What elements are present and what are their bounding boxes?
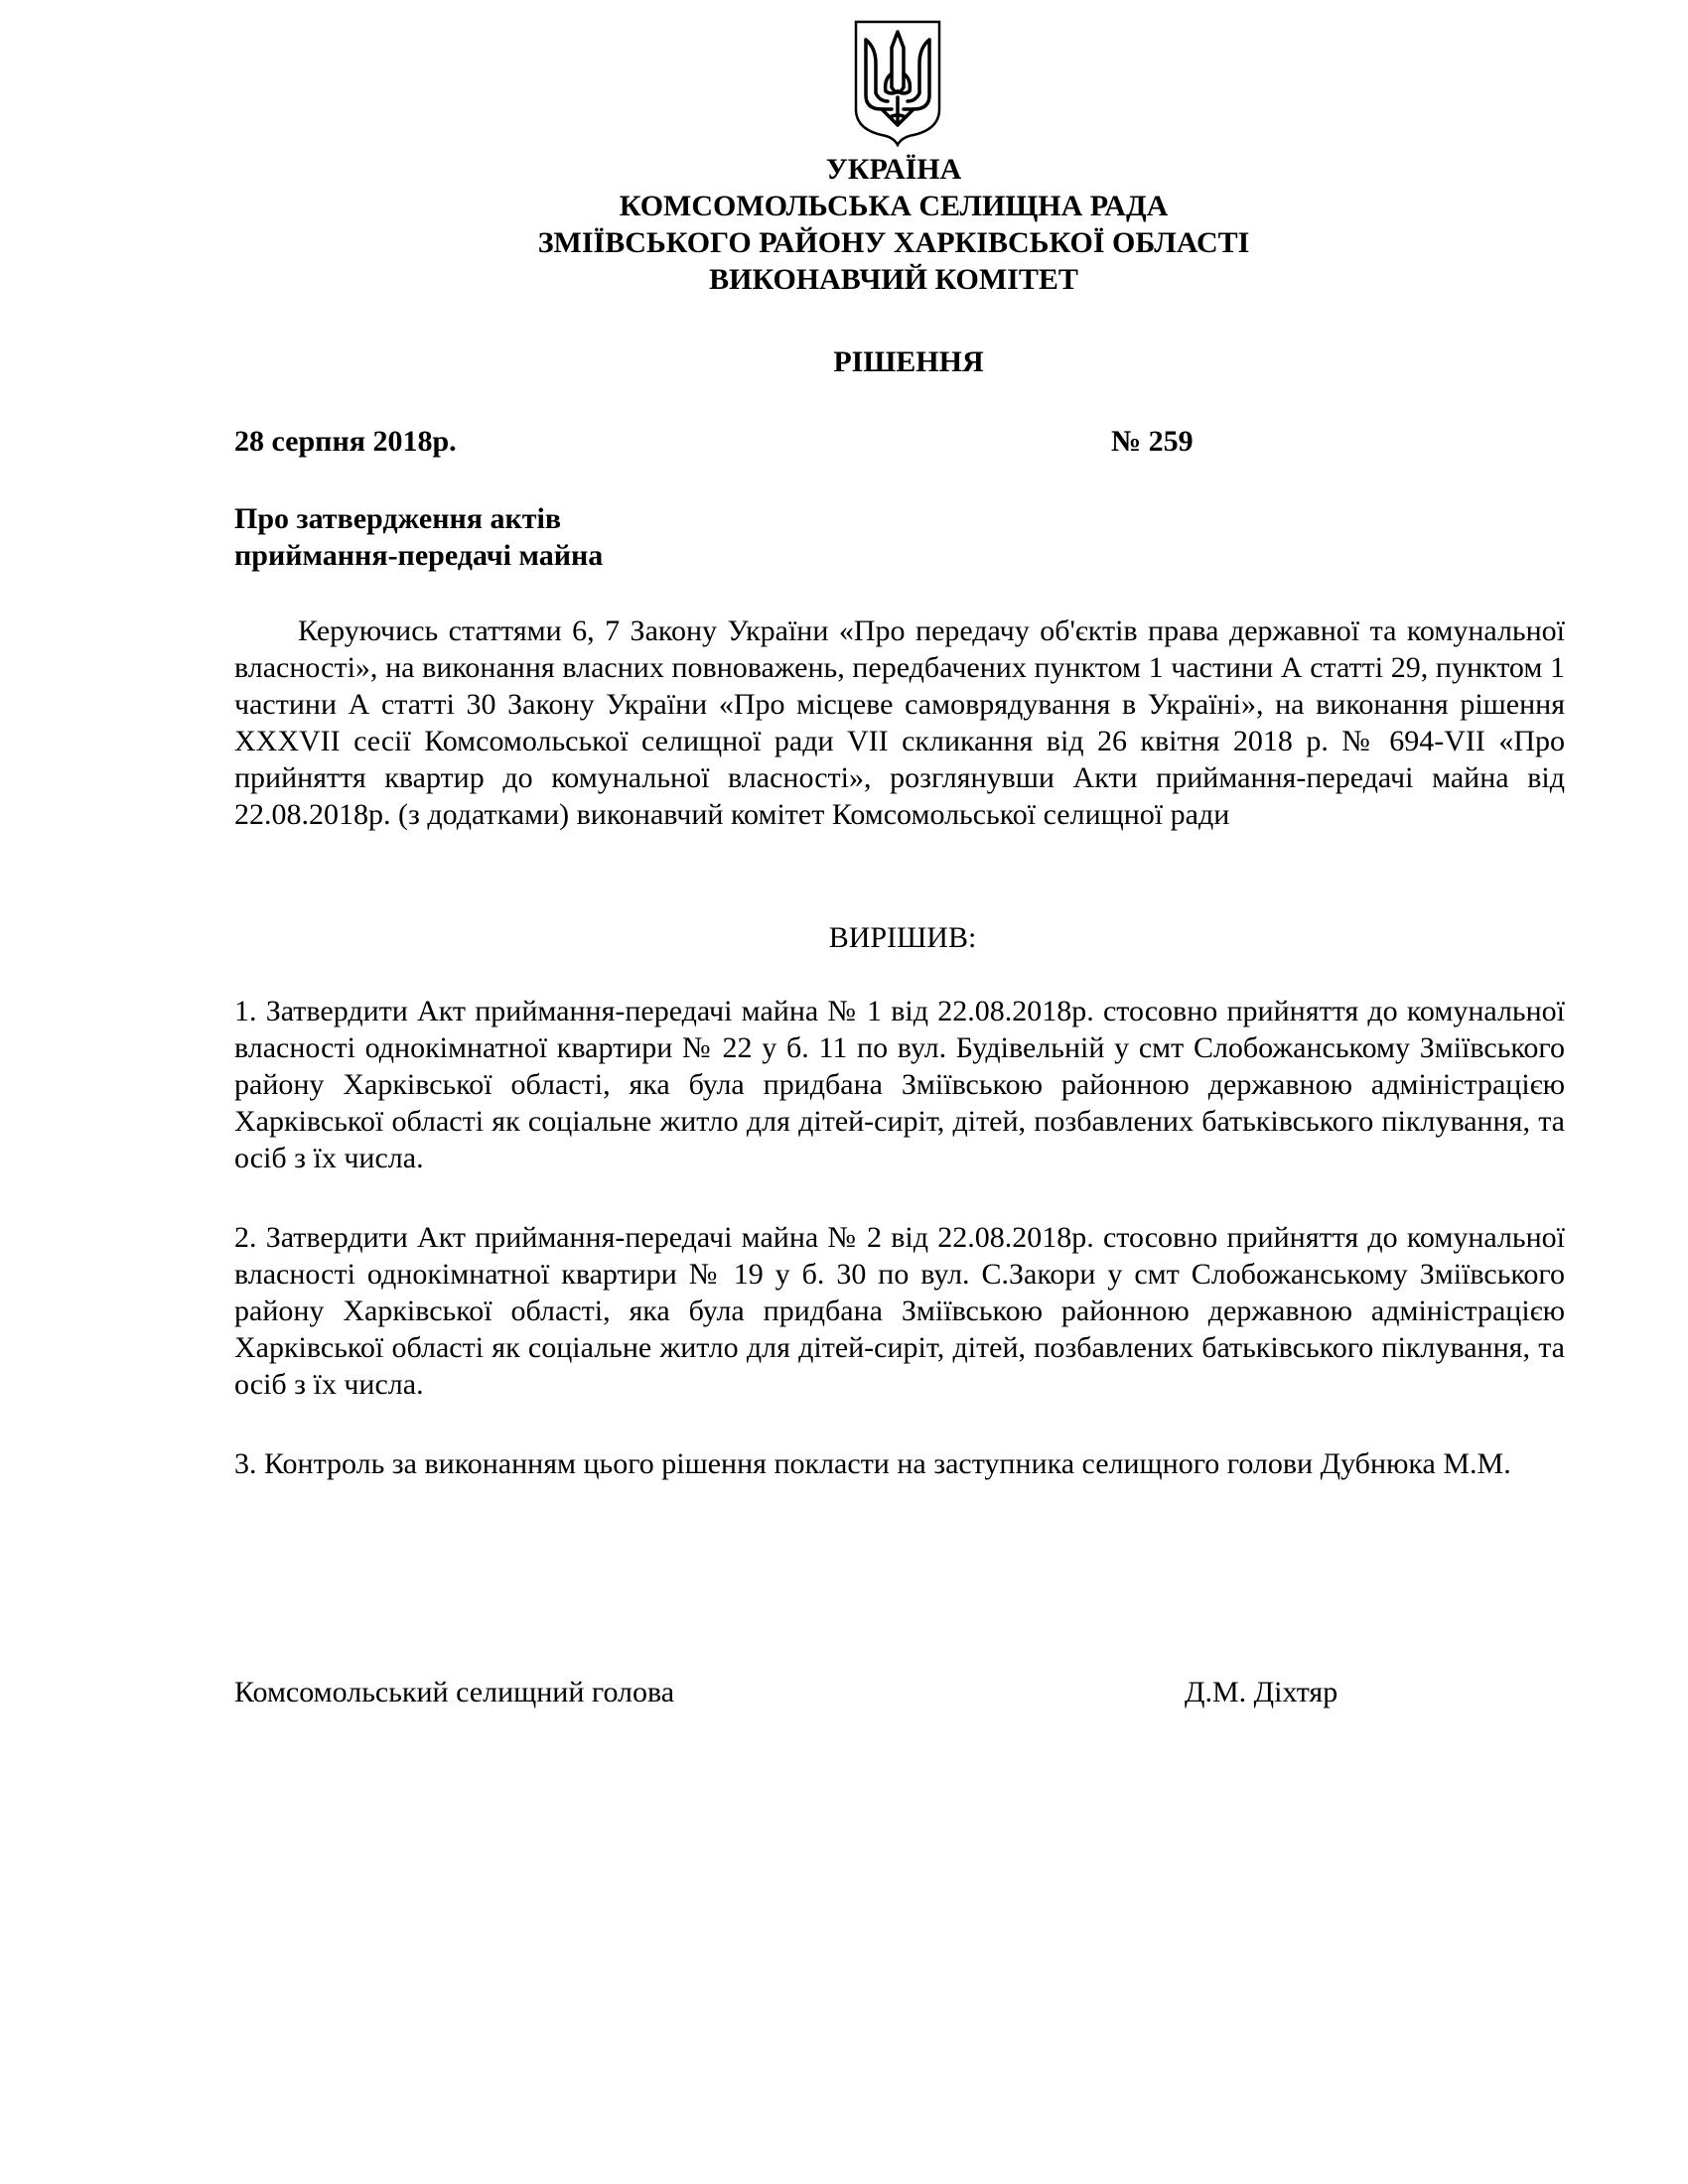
tryzub-coat-of-arms-icon xyxy=(852,18,943,147)
signature-name: Д.М. Діхтяр xyxy=(1185,1676,1338,1708)
header-committee: ВИКОНАВЧИЙ КОМІТЕТ xyxy=(709,263,1078,296)
subject-line-1: Про затвердження актів xyxy=(234,502,562,535)
resolved-heading: ВИРІШИВ: xyxy=(828,921,977,954)
preamble-paragraph: Керуючись статтями 6, 7 Закону України «Про передачу об'єктів права державної та комунальної власності», на виконання власних повноважень, передбачених пунктом 1 частини А статті 29, пунктом 1 частини А статті 30 Закону України «Про місцеве самоврядування в Україні», на виконання рішення XXXVII сесії Комсомольської селищної ради VII скликання від 26 квітня 2018 р. № 694-VII «Про прийняття квартир до комунальної власності», розглянувши Акти приймання-передачі майна від 22.08.2018р. (з додатками) виконавчий комітет Комсомольської селищної ради xyxy=(234,614,1565,831)
resolution-item-3: 3. Контроль за виконанням цього рішення покласти на заступника селищного голови Дубнюка М.М. xyxy=(234,1447,1511,1480)
subject-line-2: приймання-передачі майна xyxy=(234,539,604,572)
header-country: УКРАЇНА xyxy=(825,153,962,186)
header-district: ЗМІЇВСЬКОГО РАЙОНУ ХАРКІВСЬКОЇ ОБЛАСТІ xyxy=(537,226,1250,259)
document-subject xyxy=(234,500,603,574)
document-type-title: РІШЕННЯ xyxy=(833,345,984,378)
signature-title: Комсомольський селищний голова xyxy=(234,1676,675,1708)
header-council: КОМСОМОЛЬСЬКА СЕЛИЩНА РАДА xyxy=(619,190,1169,222)
resolution-item-2: 2. Затвердити Акт приймання-передачі майна № 2 від 22.08.2018р. стосовно прийняття до комунальної власності однокімнатної квартири № 19 у б. 30 по вул. С.Закори у смт Слобожанському Зміївського району Харківської області, яка була придбана Зміївською районною державною адміністрацією Харківської області як соціальне житло для дітей-сиріт, дітей, позбавлених батьківського піклування, та осіб з їх числа. xyxy=(234,1221,1565,1401)
document-number: № 259 xyxy=(1111,425,1194,458)
resolution-item-1: 1. Затвердити Акт приймання-передачі майна № 1 від 22.08.2018р. стосовно прийняття до комунальної власності однокімнатної квартири № 22 у б. 11 по вул. Будівельній у смт Слобожанському Зміївського району Харківської області, яка була придбана Зміївською районною державною адміністрацією Харківської області як соціальне житло для дітей-сиріт, дітей, позбавлених батьківського піклування, та осіб з їх числа. xyxy=(234,995,1565,1174)
document-date: 28 серпня 2018р. xyxy=(234,425,457,458)
document-header xyxy=(0,151,1688,298)
